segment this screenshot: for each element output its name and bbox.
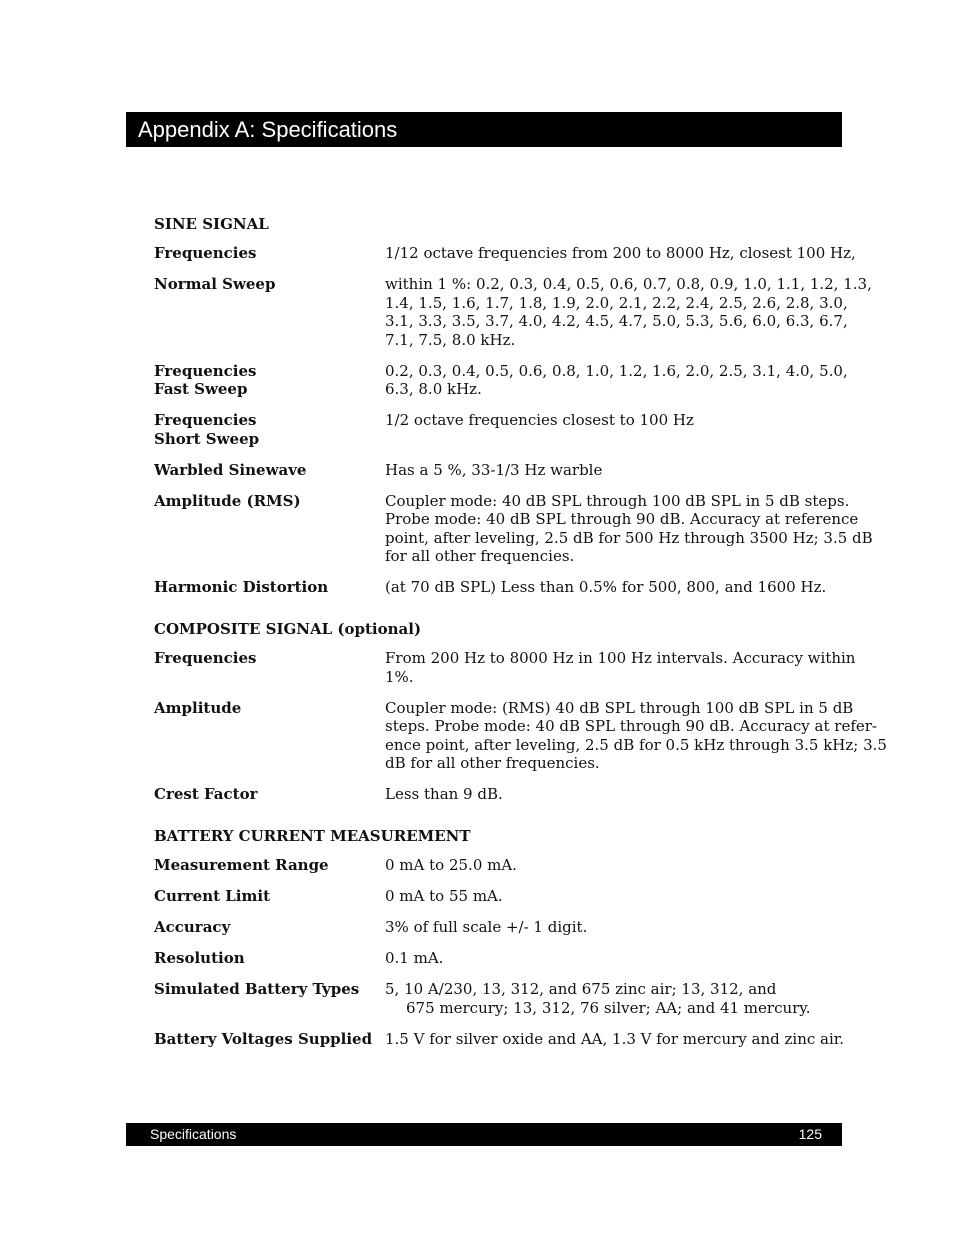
spec-value-line: Coupler mode: (RMS) 40 dB SPL through 100 dB SPL in 5 dB [385, 698, 854, 717]
spec-label [154, 980, 385, 1017]
spec-label-line: Measurement Range [154, 856, 329, 874]
spec-label [154, 649, 385, 686]
spec-value-line: (at 70 dB SPL) Less than 0.5% for 500, 800, and 1600 Hz. [385, 578, 827, 596]
spec-value-line: Probe mode: 40 dB SPL through 90 dB. Accuracy at reference [385, 510, 859, 528]
spec-value [385, 578, 841, 597]
spec-label [154, 492, 385, 566]
spec-value-line: Less than 9 dB. [385, 785, 503, 803]
spec-label [154, 411, 385, 448]
spec-label [154, 362, 385, 399]
spec-label [154, 461, 385, 480]
section-title: COMPOSITE SIGNAL (optional) [154, 620, 422, 638]
spec-value-line: 1.5 V for silver oxide and AA, 1.3 V for mercury and zinc air. [385, 1029, 845, 1048]
page-title: Appendix A: Specifications [138, 117, 398, 142]
section-title: BATTERY CURRENT MEASUREMENT [154, 827, 471, 845]
spec-row [154, 949, 844, 968]
spec-label [154, 918, 385, 937]
spec-label-line: Normal Sweep [154, 275, 276, 293]
spec-value [385, 649, 856, 686]
spec-value-line: 3% of full scale +/- 1 digit. [385, 918, 588, 936]
spec-row [154, 578, 844, 597]
spec-value-line: steps. Probe mode: 40 dB SPL through 90 dB. Accuracy at refer- [385, 717, 877, 735]
spec-value-line: 7.1, 7.5, 8.0 kHz. [385, 330, 516, 349]
spec-value [385, 411, 841, 448]
spec-label [154, 699, 385, 773]
spec-value [385, 244, 856, 263]
spec-row [154, 275, 872, 349]
page-header-bar [126, 112, 842, 147]
spec-value-line: 0 mA to 25.0 mA. [385, 856, 517, 874]
spec-row [154, 1030, 844, 1049]
spec-value [385, 461, 841, 480]
spec-row [154, 649, 856, 686]
spec-value [385, 1029, 845, 1049]
spec-value-line: 1/2 octave frequencies closest to 100 Hz [385, 411, 694, 429]
spec-row [154, 980, 844, 1017]
spec-label-line: Amplitude (RMS) [154, 491, 301, 510]
spec-label [154, 856, 385, 875]
spec-row [154, 411, 844, 448]
spec-content [154, 215, 887, 1048]
spec-value [385, 698, 887, 773]
spec-value-line: From 200 Hz to 8000 Hz in 100 Hz intervals. Accuracy within [385, 649, 856, 667]
spec-value-line: 1/12 octave frequencies from 200 to 8000 Hz, closest 100 Hz, [385, 244, 856, 262]
spec-row [154, 461, 844, 480]
spec-row [154, 361, 848, 399]
spec-label-line: Simulated Battery Types [154, 980, 360, 998]
footer-page-number: 125 [798, 1126, 822, 1142]
spec-value [385, 785, 841, 804]
spec-row [154, 887, 844, 906]
spec-value-line: Coupler mode: 40 dB SPL through 100 dB SPL in 5 dB steps. [385, 491, 850, 510]
spec-value-line: Has a 5 %, 33-1/3 Hz warble [385, 460, 603, 479]
footer-section-name: Specifications [150, 1126, 237, 1142]
spec-value [385, 980, 841, 1017]
spec-label [154, 578, 385, 597]
spec-label-line: Fast Sweep [154, 380, 248, 398]
spec-value [385, 918, 841, 937]
spec-value-line: 0.1 mA. [385, 949, 444, 967]
spec-value-line: 1.4, 1.5, 1.6, 1.7, 1.8, 1.9, 2.0, 2.1, 2.2, 2.4, 2.5, 2.6, 2.8, 3.0, [385, 293, 848, 312]
spec-row [154, 491, 873, 566]
spec-label-line: Amplitude [154, 698, 242, 717]
spec-label-line: Current Limit [154, 887, 270, 905]
spec-value-line: for all other frequencies. [385, 547, 575, 565]
spec-value-line: 0 mA to 55 mA. [385, 887, 503, 905]
spec-value-line: 0.2, 0.3, 0.4, 0.5, 0.6, 0.8, 1.0, 1.2, 1.6, 2.0, 2.5, 3.1, 4.0, 5.0, [385, 361, 848, 380]
spec-value-line: 3.1, 3.3, 3.5, 3.7, 4.0, 4.2, 4.5, 4.7, 5.0, 5.3, 5.6, 6.0, 6.3, 6.7, [385, 312, 848, 330]
spec-value-line: ence point, after leveling, 2.5 dB for 0.5 kHz through 3.5 kHz; 3.5 [385, 735, 887, 754]
spec-value-line: 5, 10 A/230, 13, 312, and 675 zinc air; 13, 312, and [385, 980, 777, 998]
spec-label-line: Frequencies [154, 361, 257, 380]
spec-label [154, 949, 385, 968]
spec-label-line: Harmonic Distortion [154, 578, 329, 596]
spec-label [154, 785, 385, 804]
spec-label-line: Frequencies [154, 649, 257, 667]
spec-label-line: Frequencies [154, 411, 257, 429]
spec-label-line: Short Sweep [154, 429, 260, 448]
spec-value-line: 1%. [385, 667, 414, 686]
spec-value-line: 6.3, 8.0 kHz. [385, 380, 482, 398]
page-footer-bar [126, 1123, 842, 1146]
spec-value-line: point, after leveling, 2.5 dB for 500 Hz through 3500 Hz; 3.5 dB [385, 528, 873, 547]
spec-value [385, 491, 873, 566]
spec-label-line: Resolution [154, 949, 245, 967]
spec-label-line: Battery Voltages Supplied [154, 1029, 373, 1048]
spec-label-line: Accuracy [154, 918, 231, 936]
spec-value-line: 675 mercury; 13, 312, 76 silver; AA; and 41 mercury. [406, 998, 811, 1017]
section-title: SINE SIGNAL [154, 215, 269, 233]
spec-label-line: Crest Factor [154, 785, 258, 803]
spec-value [385, 856, 841, 875]
spec-value [385, 949, 841, 968]
spec-label-line: Frequencies [154, 244, 257, 262]
spec-value-line: within 1 %: 0.2, 0.3, 0.4, 0.5, 0.6, 0.7, 0.8, 0.9, 1.0, 1.1, 1.2, 1.3, [385, 275, 872, 293]
spec-label [154, 1030, 385, 1049]
spec-value [385, 887, 841, 906]
spec-label [154, 887, 385, 906]
spec-value-line: dB for all other frequencies. [385, 754, 600, 772]
spec-row [154, 856, 844, 875]
spec-value [385, 361, 848, 399]
spec-row [154, 698, 887, 773]
spec-label [154, 275, 385, 349]
spec-row [154, 918, 844, 937]
spec-row [154, 785, 844, 804]
spec-row [154, 244, 856, 263]
spec-value [385, 275, 872, 349]
spec-label [154, 244, 385, 263]
spec-label-line: Warbled Sinewave [154, 460, 307, 479]
